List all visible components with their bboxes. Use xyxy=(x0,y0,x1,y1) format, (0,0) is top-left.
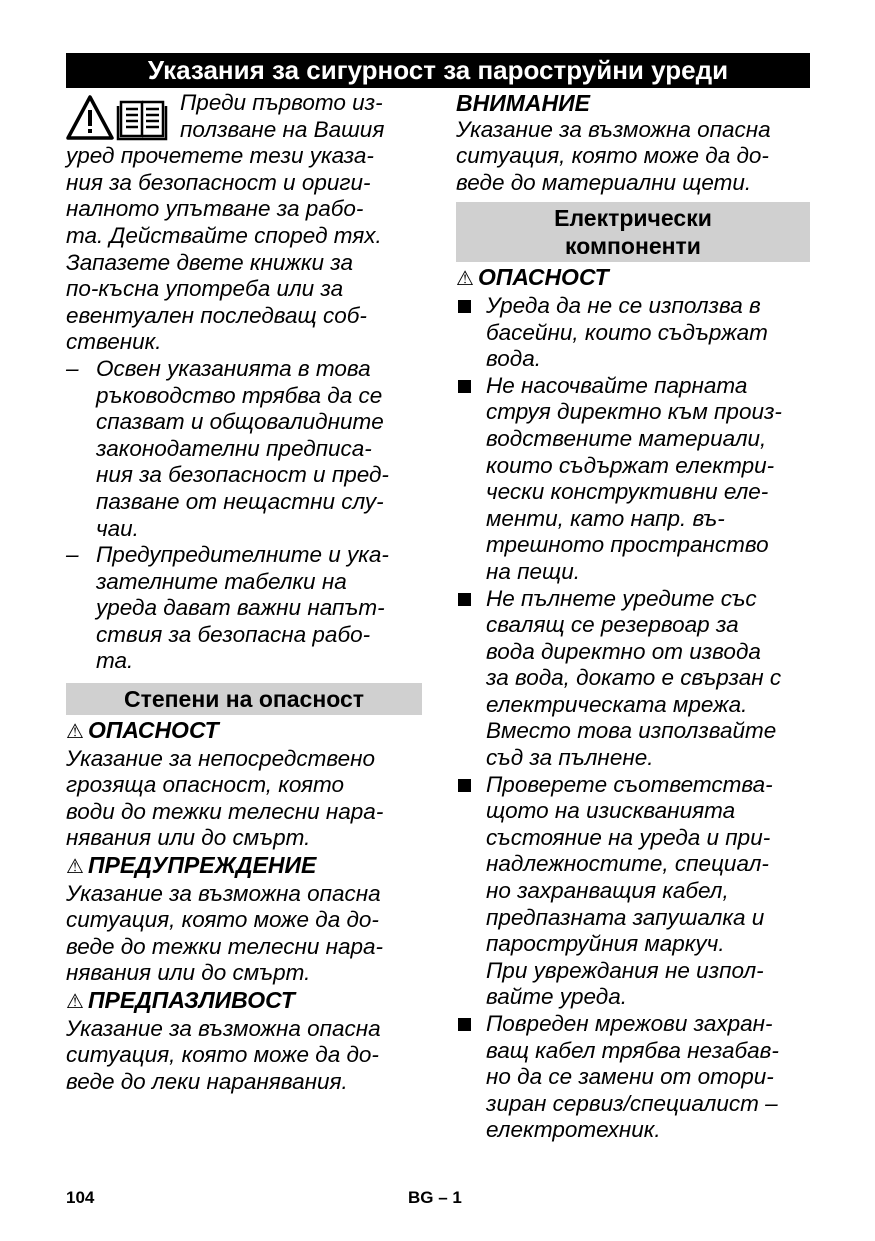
intro-line: Запазете двете книжки за xyxy=(66,249,354,275)
list-line: щото на изискванията xyxy=(486,798,736,824)
list-line: басейни, които съдържат xyxy=(486,319,768,345)
list-line: водствените материали, xyxy=(486,425,767,451)
list-line: но да се замени от отори- xyxy=(486,1064,774,1090)
signal-word-label: ПРЕДПАЗЛИВОСТ xyxy=(87,987,295,1013)
list-line: струя директно към произ- xyxy=(486,399,782,425)
list-line: зателните табелки на xyxy=(96,568,347,594)
level-line: ситуация, която може да до- xyxy=(66,907,379,933)
list-line: спазват и общовалидните xyxy=(96,409,384,435)
intro-line: Преди първото из- xyxy=(180,90,383,115)
dash-list-item xyxy=(66,356,422,542)
list-line: които съдържат електри- xyxy=(486,452,775,478)
signal-word-label: ОПАСНОСТ xyxy=(477,264,609,291)
warning-manual-icon xyxy=(66,94,174,142)
list-line: Не пълнете уредите със xyxy=(486,585,757,611)
list-line: пароструйния маркуч. xyxy=(486,931,725,957)
list-line: чески конструктивни еле- xyxy=(486,479,769,505)
warning-level-block xyxy=(66,852,422,987)
level-line: веде до тежки телесни нара- xyxy=(66,933,384,959)
list-line: вода. xyxy=(486,346,541,372)
list-line: Не насочвайте парната xyxy=(486,372,748,398)
signal-word xyxy=(66,987,422,1016)
level-line: Указание за възможна опасна xyxy=(66,1015,381,1041)
list-line: вайте уреда. xyxy=(486,984,628,1010)
list-line: Повреден мрежови захран- xyxy=(486,1011,773,1036)
list-line: надлежностите, специал- xyxy=(486,851,769,877)
square-bullet-icon xyxy=(458,1018,471,1031)
attention-line: Указание за възможна опасна xyxy=(456,116,771,142)
intro-line: та. Действайте според тях. xyxy=(66,222,382,248)
list-line: съд за пълнене. xyxy=(486,745,654,771)
list-line: за вода, докато е свързан с xyxy=(486,665,782,691)
intro-line: налното упътване за рабо- xyxy=(66,196,364,222)
list-line: Предупредителните и ука- xyxy=(96,542,389,568)
square-bullet-icon xyxy=(458,779,471,792)
manual-book-icon xyxy=(118,102,166,139)
attention-signal-word: ВНИМАНИЕ xyxy=(456,90,591,116)
list-line: вода директно от извода xyxy=(486,638,761,664)
list-line: трешното пространство xyxy=(486,532,769,558)
warning-triangle-icon: ⚠ xyxy=(66,991,84,1013)
list-line: Вместо това използвайте xyxy=(486,718,777,744)
intro-paragraph xyxy=(66,90,422,356)
section-heading-danger-levels: Степени на опасност xyxy=(66,683,422,715)
list-line: но захранващия кабел, xyxy=(486,878,729,904)
list-line: електрическата мрежа. xyxy=(486,691,748,717)
section-heading-line: Електрически xyxy=(554,205,712,232)
page-number: 104 xyxy=(66,1188,95,1207)
intro-line: евентуален последващ соб- xyxy=(66,302,367,328)
level-line: нявания или до смърт. xyxy=(66,960,311,986)
list-line: чаи. xyxy=(96,515,139,541)
section-heading-electrical xyxy=(456,202,810,262)
section-heading-line: компоненти xyxy=(565,233,701,260)
list-line: Уреда да не се използва в xyxy=(486,292,761,318)
list-line: При увреждания не изпол- xyxy=(486,957,764,983)
list-line: законодателни предписа- xyxy=(96,435,372,461)
warning-triangle-icon: ⚠ xyxy=(456,268,474,291)
level-line: веде до леки наранявания. xyxy=(66,1068,348,1094)
left-column xyxy=(66,90,422,1095)
intro-line: по-късна употреба или за xyxy=(66,276,344,302)
bullet-list-item xyxy=(456,586,810,772)
intro-line: уред прочетете тези указа- xyxy=(66,143,374,169)
level-line: Указание за възможна опасна xyxy=(66,880,381,906)
list-line: уреда дават важни напът- xyxy=(96,595,385,621)
attention-line: ситуация, която може да до- xyxy=(456,143,769,169)
list-line: ръководство трябва да се xyxy=(96,382,383,408)
list-line: свалящ се резервоар за xyxy=(486,612,739,638)
list-line: ния за безопасност и пред- xyxy=(96,462,389,488)
list-line: предпазната запушалка и xyxy=(486,904,765,930)
level-line: Указание за непосредствено xyxy=(66,745,376,771)
warning-triangle-icon: ⚠ xyxy=(66,856,84,879)
attention-line: веде до материални щети. xyxy=(456,169,752,195)
list-line: електротехник. xyxy=(486,1117,661,1143)
danger-level-block xyxy=(66,717,422,852)
intro-line: ния за безопасност и ориги- xyxy=(66,169,371,195)
list-line: та. xyxy=(96,648,134,674)
list-line: състояние на уреда и при- xyxy=(486,824,771,850)
footer-language-page: BG – 1 xyxy=(408,1188,462,1207)
signal-word xyxy=(66,852,422,881)
square-bullet-icon xyxy=(458,300,471,313)
signal-word xyxy=(456,264,810,293)
signal-word-label: ОПАСНОСТ xyxy=(87,717,219,744)
list-line: ващ кабел трябва незабав- xyxy=(486,1037,779,1063)
page-title: Указания за сигурност за пароструйни уреди xyxy=(66,53,810,88)
square-bullet-icon xyxy=(458,593,471,606)
caution-level-block xyxy=(66,987,422,1095)
dash-list-item xyxy=(66,542,422,675)
bullet-list-item xyxy=(456,293,810,373)
list-line: ствия за безопасна рабо- xyxy=(96,621,371,647)
bullet-list-item xyxy=(456,772,810,1011)
list-line: пазване от нещастни слу- xyxy=(96,488,384,514)
list-line: Освен указанията в това xyxy=(96,355,371,381)
signal-word-label: ПРЕДУПРЕЖДЕНИЕ xyxy=(87,852,317,879)
list-line: менти, като напр. въ- xyxy=(486,505,725,531)
level-line: води до тежки телесни нара- xyxy=(66,798,384,824)
dash-marker: – xyxy=(66,355,79,381)
intro-line: ственик. xyxy=(66,329,162,355)
bullet-list-item xyxy=(456,1011,810,1144)
warning-triangle-icon: ⚠ xyxy=(66,721,84,744)
right-column xyxy=(456,90,810,1144)
level-line: нявания или до смърт. xyxy=(66,825,311,851)
bullet-list-item xyxy=(456,373,810,586)
list-line: зиран сервиз/специалист – xyxy=(486,1090,778,1116)
list-line: на пещи. xyxy=(486,558,580,584)
level-line: ситуация, която може да до- xyxy=(66,1042,379,1068)
list-line: Проверете съответства- xyxy=(486,771,773,797)
signal-word xyxy=(66,717,422,746)
warning-triangle-icon xyxy=(68,97,112,138)
intro-line: ползване на Вашия xyxy=(180,116,385,142)
level-line: грозяща опасност, която xyxy=(66,772,344,798)
square-bullet-icon xyxy=(458,380,471,393)
dash-marker: – xyxy=(66,542,79,568)
